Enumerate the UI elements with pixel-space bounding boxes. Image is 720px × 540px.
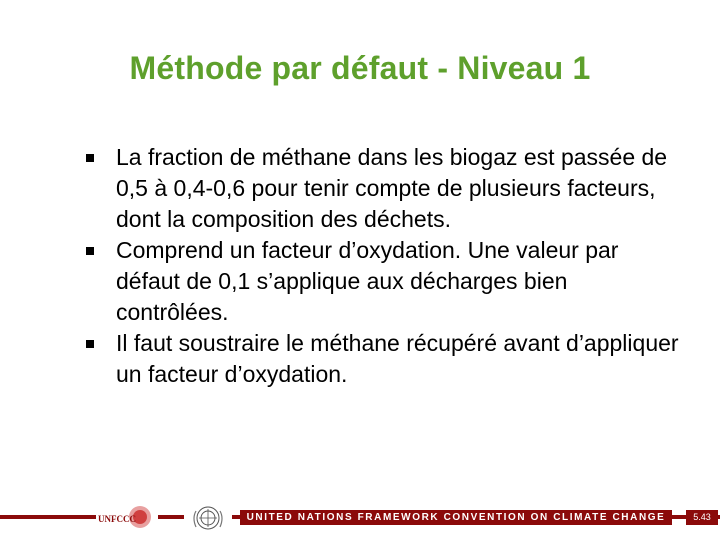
bullet-text: Comprend un facteur d’oxydation. Une valeur par défaut de 0,1 s’applique aux décharges bien contrôlées. [116, 237, 619, 325]
bullet-item [86, 235, 686, 328]
bullet-item [86, 142, 686, 235]
unfccc-logo-icon [96, 505, 158, 535]
slide-title: Méthode par défaut - Niveau 1 [129, 50, 591, 86]
bullet-item [86, 328, 686, 390]
bullet-list [86, 142, 686, 390]
square-bullet-icon [86, 154, 94, 162]
footer [0, 505, 720, 535]
un-emblem-icon [184, 505, 232, 535]
bullet-text: Il faut soustraire le méthane récupéré avant d’appliquer un facteur d’oxydation. [116, 330, 679, 387]
bullet-text: La fraction de méthane dans les biogaz est passée de 0,5 à 0,4-0,6 pour tenir compte de plusieurs facteurs, dont la composition des déchets. [116, 144, 668, 232]
square-bullet-icon [86, 340, 94, 348]
unfccc-banner: UNITED NATIONS FRAMEWORK CONVENTION ON CLIMATE CHANGE [240, 510, 672, 525]
square-bullet-icon [86, 247, 94, 255]
page-number: 5.43 [686, 510, 718, 525]
unfccc-logo-text: UNFCCC [98, 514, 136, 524]
